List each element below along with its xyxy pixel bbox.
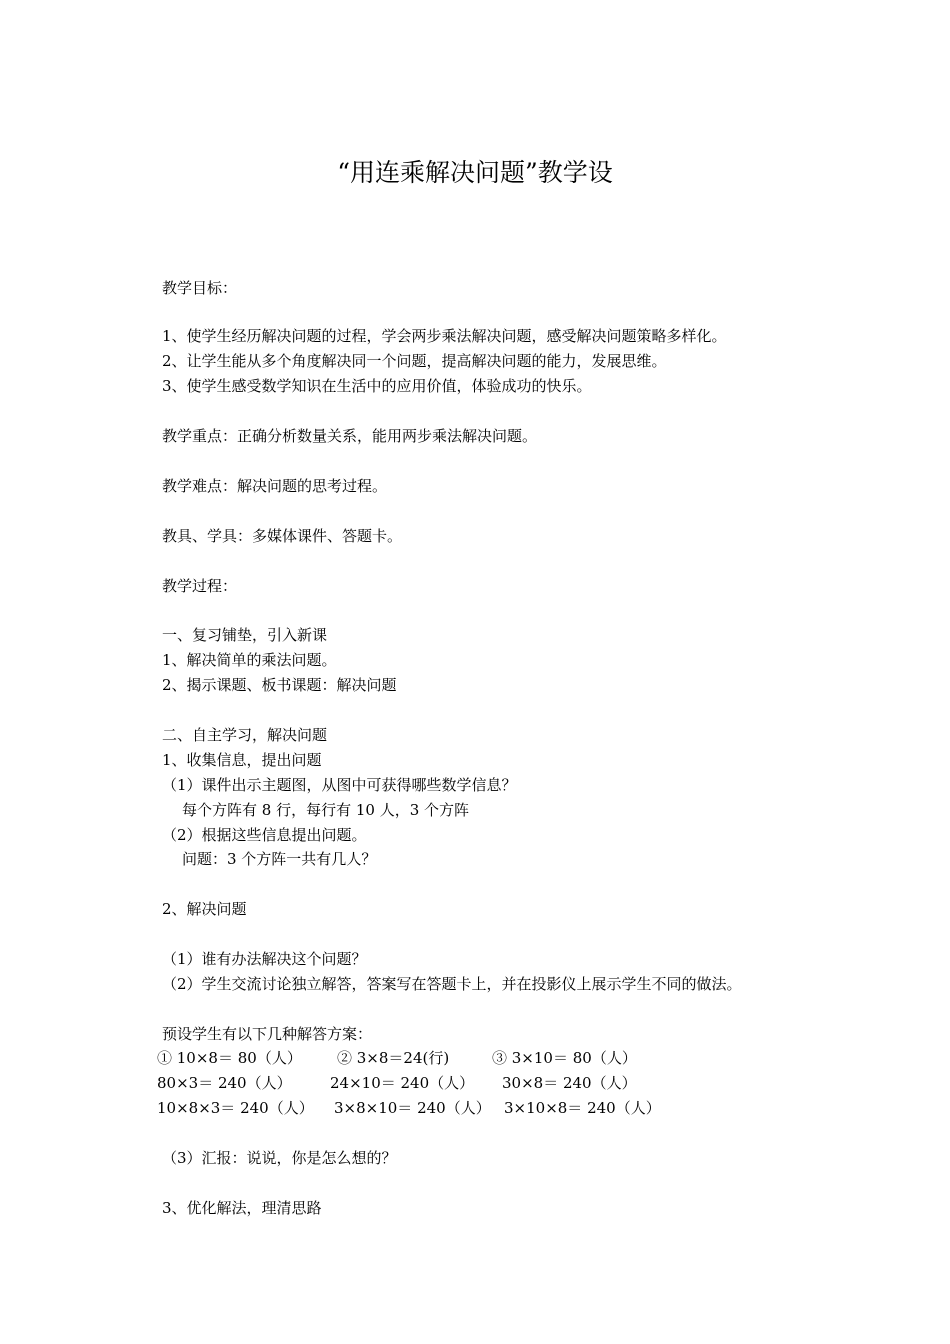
step2-question-1: （1）谁有办法解决这个问题？ — [162, 950, 367, 968]
part1-heading: 一、复习铺垫，引入新课 — [162, 626, 328, 644]
step3-heading: 3、优化解法，理清思路 — [162, 1199, 322, 1217]
step2-heading: 2、解决问题 — [162, 900, 247, 918]
plan-2-step-1: ② 3×8＝24(行) — [337, 1049, 450, 1067]
plan-2-step-2: 24×10＝ 240（人） — [330, 1074, 475, 1092]
goals-heading: 教学目标： — [162, 279, 238, 297]
part1-item-1: 1、解决简单的乘法问题。 — [162, 651, 337, 669]
plan-3-combined: 3×10×8＝ 240（人） — [504, 1099, 661, 1117]
plan-2-combined: 3×8×10＝ 240（人） — [334, 1099, 491, 1117]
step1-answer-1: 每个方阵有 8 行，每行有 10 人，3 个方阵 — [182, 801, 470, 819]
step2-question-3: （3）汇报：说说，你是怎么想的？ — [162, 1149, 397, 1167]
goal-item-2: 2、让学生能从多个角度解决同一个问题，提高解决问题的能力，发展思维。 — [162, 352, 667, 370]
plans-intro: 预设学生有以下几种解答方案： — [162, 1025, 373, 1043]
plan-1-step-2: 80×3＝ 240（人） — [157, 1074, 292, 1092]
document-title: “用连乘解决问题”教学设 — [337, 158, 613, 187]
process-heading: 教学过程： — [162, 577, 238, 595]
plan-3-step-2: 30×8＝ 240（人） — [502, 1074, 637, 1092]
step1-question-2: （2）根据这些信息提出问题。 — [162, 826, 367, 844]
goal-item-1: 1、使学生经历解决问题的过程，学会两步乘法解决问题，感受解决问题策略多样化。 — [162, 327, 727, 345]
plan-3-step-1: ③ 3×10＝ 80（人） — [492, 1049, 637, 1067]
part2-heading: 二、自主学习，解决问题 — [162, 726, 328, 744]
key-point: 教学重点：正确分析数量关系，能用两步乘法解决问题。 — [162, 427, 538, 445]
step1-heading: 1、收集信息，提出问题 — [162, 751, 322, 769]
plan-1-combined: 10×8×3＝ 240（人） — [157, 1099, 314, 1117]
part1-item-2: 2、揭示课题、板书课题：解决问题 — [162, 676, 397, 694]
step1-question-1: （1）课件出示主题图，从图中可获得哪些数学信息？ — [162, 776, 517, 794]
goal-item-3: 3、使学生感受数学知识在生活中的应用价值，体验成功的快乐。 — [162, 377, 592, 395]
step1-answer-2: 问题：3 个方阵一共有几人？ — [182, 850, 377, 868]
plan-1-step-1: ① 10×8＝ 80（人） — [157, 1049, 302, 1067]
difficulty: 教学难点：解决问题的思考过程。 — [162, 477, 388, 495]
teaching-tools: 教具、学具：多媒体课件、答题卡。 — [162, 527, 403, 545]
step2-question-2: （2）学生交流讨论独立解答，答案写在答题卡上，并在投影仪上展示学生不同的做法。 — [162, 975, 742, 993]
